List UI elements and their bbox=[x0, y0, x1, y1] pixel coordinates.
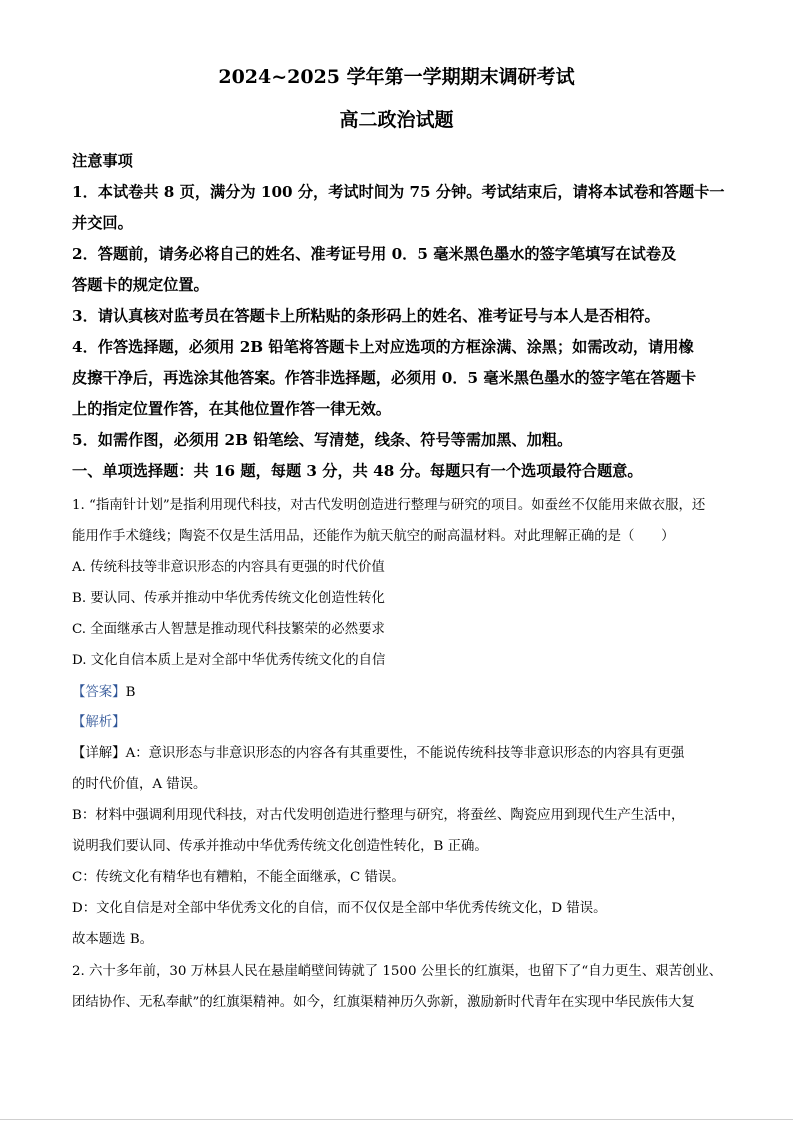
notice-line: 3．请认真核对监考员在答题卡上所粘贴的条形码上的姓名、准考证号与本人是否相符。 bbox=[72, 307, 660, 325]
page-bottom-divider bbox=[0, 1119, 793, 1120]
answer-line bbox=[72, 681, 135, 700]
notice-line: 上的指定位置作答，在其他位置作答一律无效。 bbox=[72, 400, 391, 418]
explain-line: 故本题选 B。 bbox=[72, 932, 154, 947]
option-c: C. 全面继承古人智慧是推动现代科技繁荣的必然要求 bbox=[72, 622, 385, 637]
question-stem-line: 团结协作、无私奉献”的红旗渠精神。如今，红旗渠精神历久弥新，激励新时代青年在实现中华民族伟大复 bbox=[72, 995, 695, 1010]
question-stem-line: 1. “指南针计划”是指利用现代科技，对古代发明创造进行整理与研究的项目。如蚕丝不仅能用来做衣服，还 bbox=[72, 498, 706, 513]
option-a: A. 传统科技等非意识形态的内容具有更强的时代价值 bbox=[72, 560, 385, 575]
notice-line: 1．本试卷共 8 页，满分为 100 分，考试时间为 75 分钟。考试结束后，请将本试卷和答题卡一 bbox=[72, 183, 725, 201]
notice-line: 2．答题前，请务必将自己的姓名、准考证号用 0．5 毫米黑色墨水的签字笔填写在试卷及 bbox=[72, 245, 677, 263]
answer-tag: 【答案】 bbox=[72, 685, 126, 700]
explain-line: B：材料中强调利用现代科技，对古代发明创造进行整理与研究，将蚕丝、陶瓷应用到现代生产生活中， bbox=[72, 808, 685, 823]
notice-line: 5．如需作图，必须用 2B 铅笔绘、写清楚，线条、符号等需加黑、加粗。 bbox=[72, 431, 573, 449]
explain-line: D：文化自信是对全部中华优秀文化的自信，而不仅仅是全部中华优秀传统文化，D 错误。 bbox=[72, 901, 607, 916]
explain-line: 的时代价值，A 错误。 bbox=[72, 777, 207, 792]
notice-line: 并交回。 bbox=[72, 214, 133, 232]
answer-value: B bbox=[125, 685, 136, 700]
detail-tag: 【详解】 bbox=[72, 746, 126, 761]
notice-heading: 注意事项 bbox=[72, 152, 133, 170]
section-heading: 一、单项选择题：共 16 题，每题 3 分，共 48 分。每题只有一个选项最符合题意。 bbox=[72, 462, 643, 480]
analysis-tag: 【解析】 bbox=[72, 715, 126, 730]
option-d: D. 文化自信本质上是对全部中华优秀传统文化的自信 bbox=[72, 653, 386, 668]
notice-line: 4．作答选择题，必须用 2B 铅笔将答题卡上对应选项的方框涂满、涂黑；如需改动，请用橡 bbox=[72, 338, 694, 356]
option-b: B. 要认同、传承并推动中华优秀传统文化创造性转化 bbox=[72, 591, 385, 606]
exam-subtitle: 高二政治试题 bbox=[339, 109, 454, 131]
notice-line: 答题卡的规定位置。 bbox=[72, 276, 209, 294]
explain-line: 说明我们要认同、传承并推动中华优秀传统文化创造性转化，B 正确。 bbox=[72, 839, 488, 854]
question-stem-line: 能用作手术缝线；陶瓷不仅是生活用品，还能作为航天航空的耐高温材料。对此理解正确的是（ ） bbox=[72, 529, 675, 544]
notice-line: 皮擦干净后，再选涂其他答案。作答非选择题，必须用 0．5 毫米黑色墨水的签字笔在答题卡 bbox=[72, 369, 697, 387]
detail-text: A：意识形态与非意识形态的内容各有其重要性，不能说传统科技等非意识形态的内容具有更强 bbox=[125, 746, 685, 761]
analysis-line bbox=[72, 711, 126, 730]
question-stem-line: 2. 六十多年前，30 万林县人民在悬崖峭壁间铸就了 1500 公里长的红旗渠，也留下了“自力更生、艰苦创业、 bbox=[72, 964, 723, 979]
exam-title: 2024~2025 学年第一学期期末调研考试 bbox=[218, 66, 575, 88]
explain-line: C：传统文化有精华也有糟粕，不能全面继承，C 错误。 bbox=[72, 870, 405, 885]
detail-line bbox=[72, 742, 684, 761]
